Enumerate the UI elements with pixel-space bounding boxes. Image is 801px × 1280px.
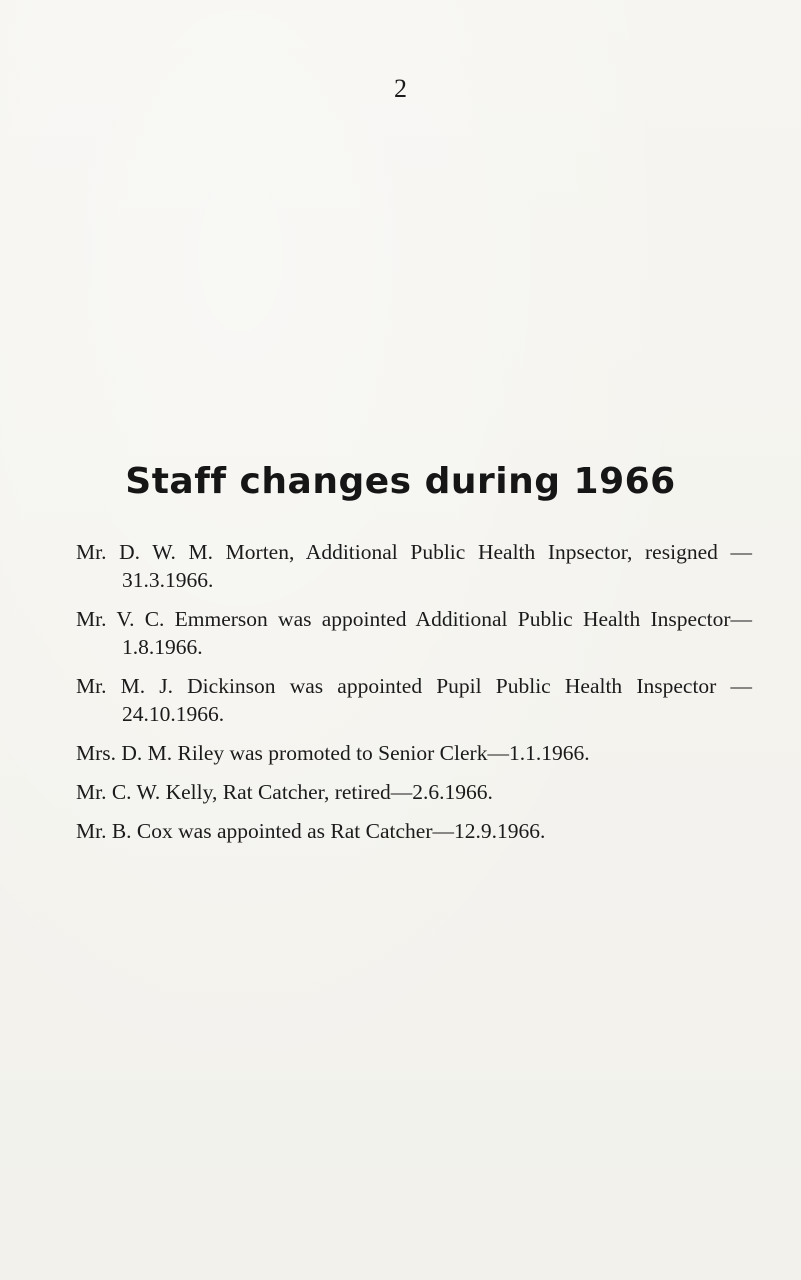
page-title: Staff changes during 1966 [125, 461, 676, 502]
list-item: Mr. D. W. M. Morten, Additional Public Health Inpsector, resigned —31.3.1966. [76, 540, 752, 592]
staff-changes-list [76, 538, 752, 856]
list-item: Mr. C. W. Kelly, Rat Catcher, retired—2.6.1966. [76, 780, 493, 804]
list-item: Mr. B. Cox was appointed as Rat Catcher—12.9.1966. [76, 819, 546, 843]
list-item: Mr. M. J. Dickinson was appointed Pupil Public Health Inspector —24.10.1966. [76, 674, 752, 726]
page-number: 2 [394, 74, 407, 103]
list-item: Mr. V. C. Emmerson was appointed Additional Public Health Inspector—1.8.1966. [76, 607, 752, 659]
list-item: Mrs. D. M. Riley was promoted to Senior Clerk—1.1.1966. [76, 741, 590, 765]
